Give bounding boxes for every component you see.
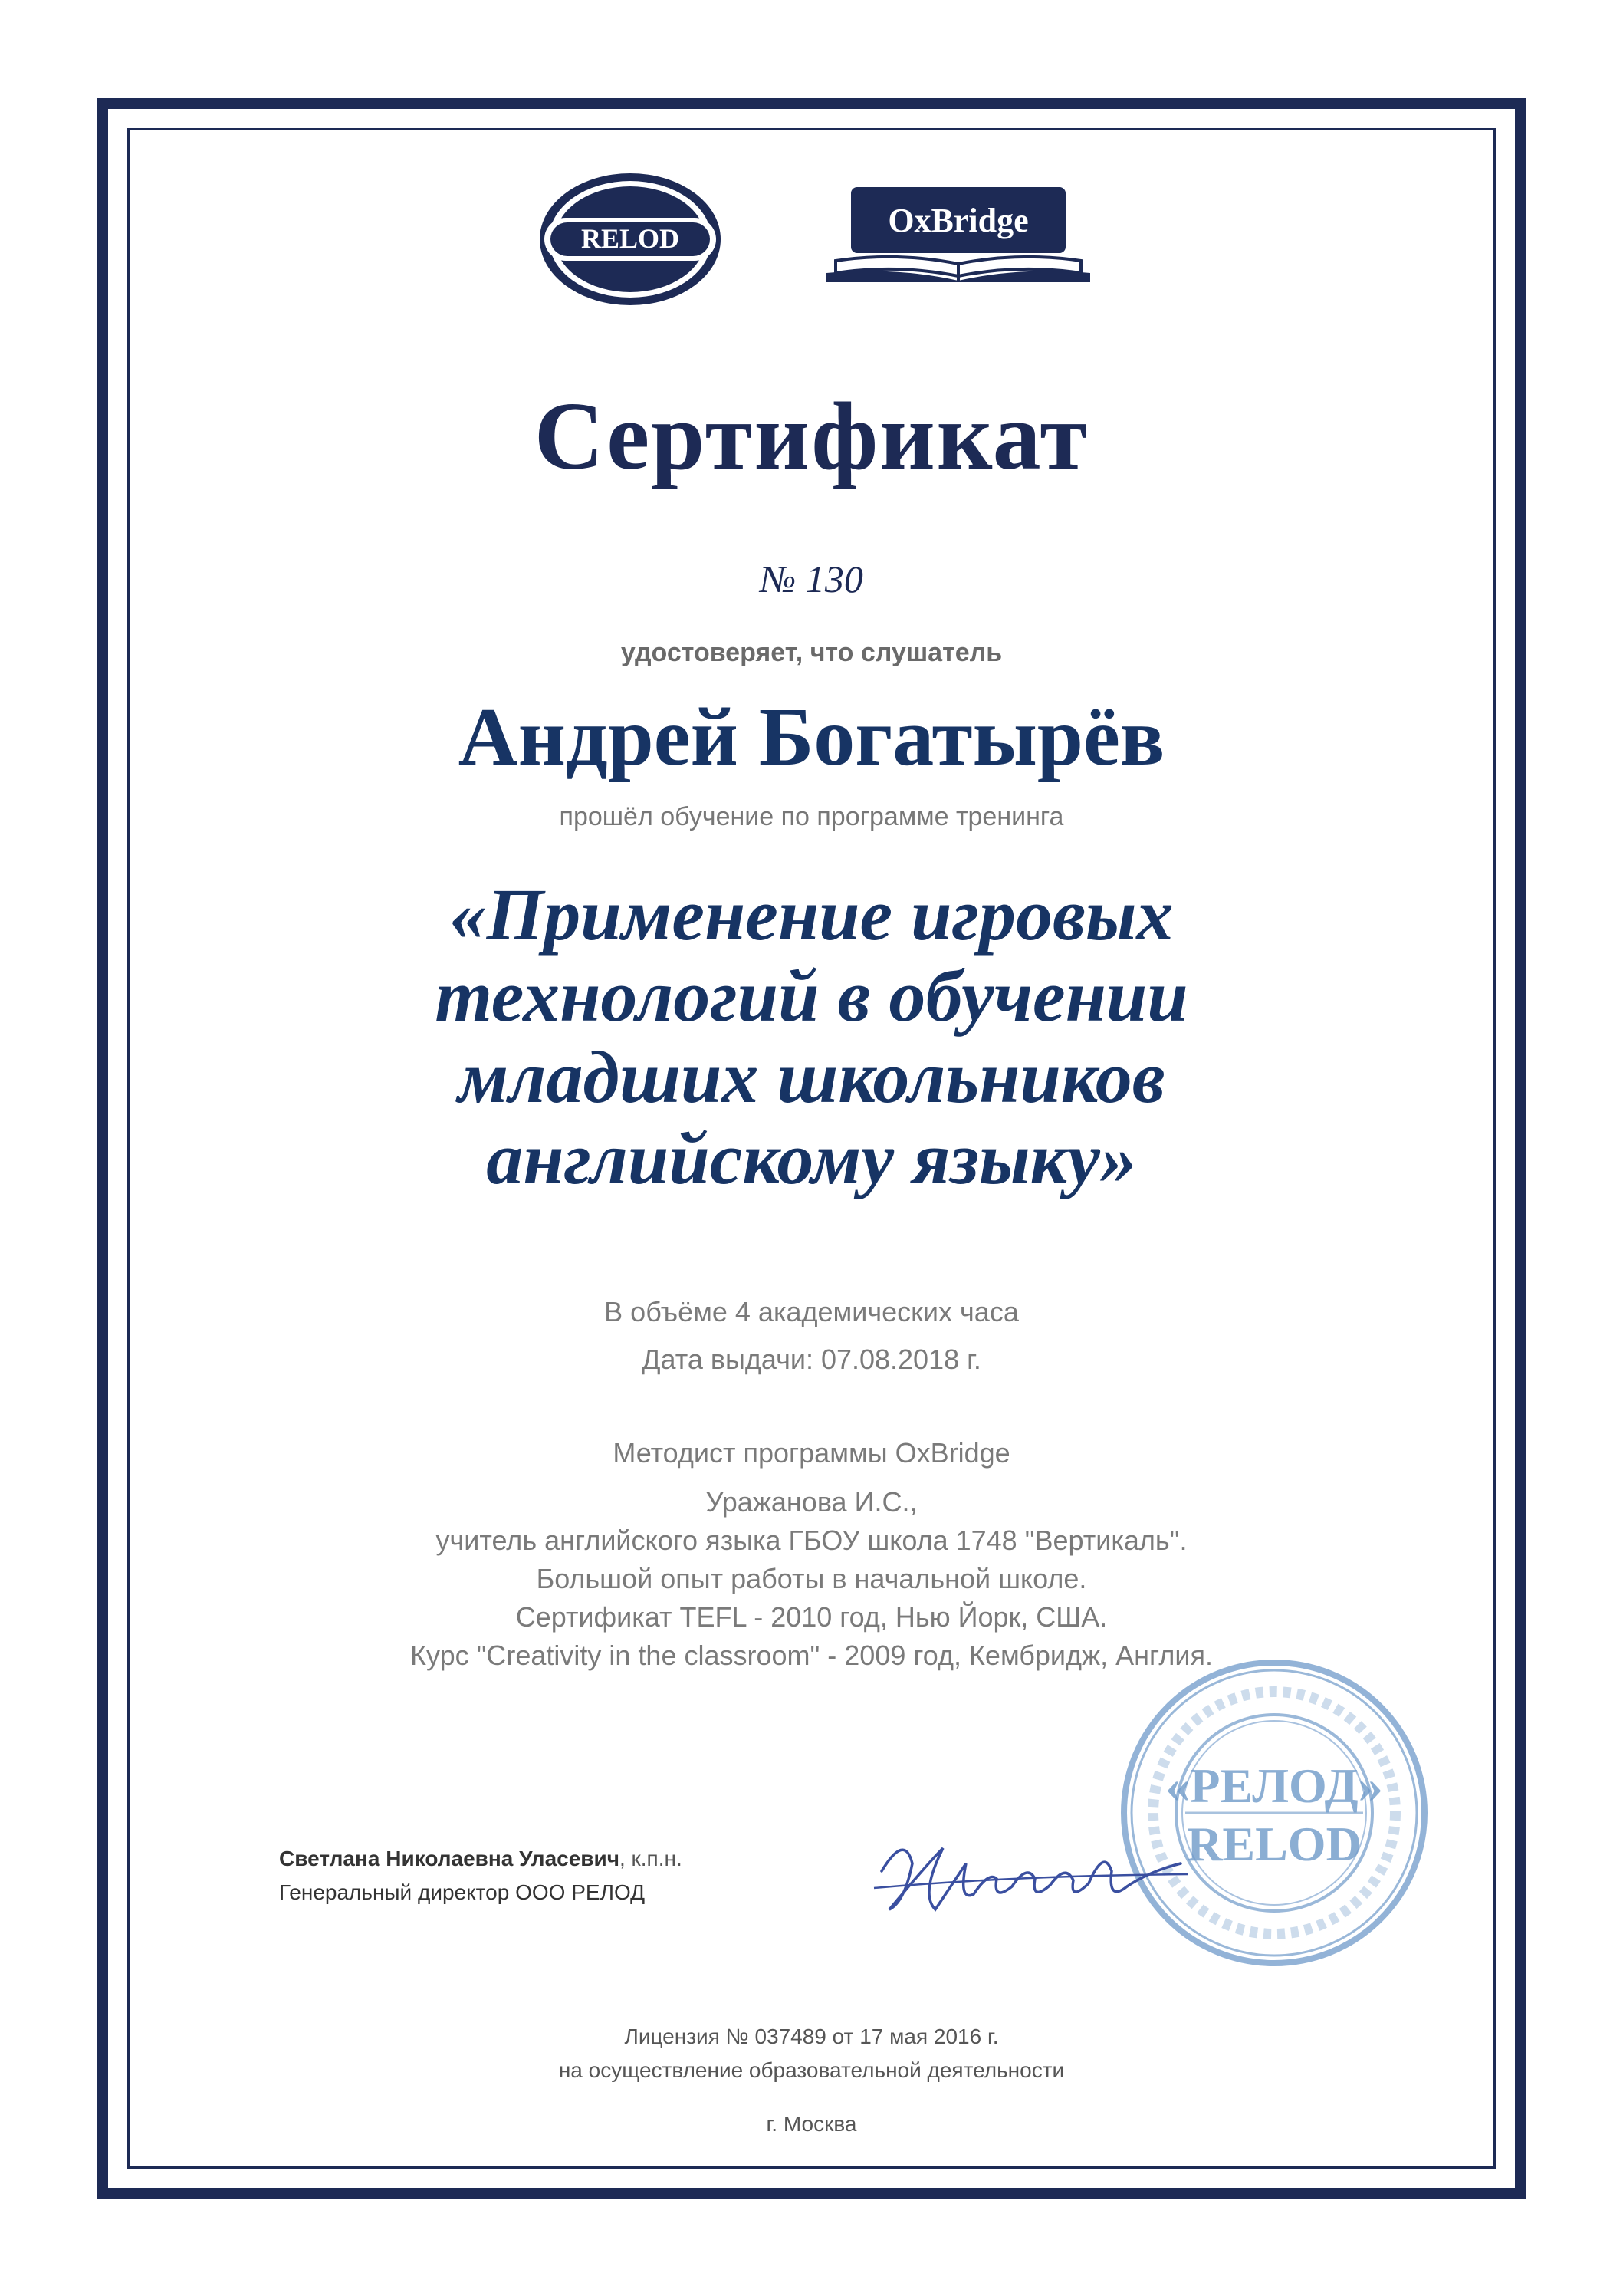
- completed-text: прошёл обучение по программе тренинга: [559, 802, 1064, 831]
- certificate-title: Сертификат: [534, 383, 1089, 490]
- methodist-line: учитель английского языка ГБОУ школа 1748 "Вертикаль".: [435, 1525, 1188, 1556]
- license-text: [0, 2020, 1623, 2087]
- program-line: технологий в обучении: [435, 955, 1188, 1037]
- recipient-name: Андрей Богатырёв: [458, 692, 1165, 783]
- director-block: [279, 1842, 682, 1909]
- relod-logo: [537, 170, 724, 308]
- license-line: на осуществление образовательной деятельности: [558, 2058, 1065, 2082]
- city-text: г. Москва: [766, 2112, 857, 2136]
- license-line: Лицензия № 037489 от 17 мая 2016 г.: [624, 2025, 999, 2048]
- methodist-line: Уражанова И.С.,: [705, 1486, 918, 1518]
- methodist-line: Курс "Creativity in the classroom" - 2009 год, Кембридж, Англия.: [410, 1640, 1213, 1671]
- program-line: английскому языку»: [486, 1117, 1137, 1199]
- relod-logo-text: RELOD: [580, 223, 680, 254]
- hours-text: В объёме 4 академических часа: [604, 1296, 1019, 1327]
- certifies-text: удостоверяет, что слушатель: [620, 638, 1003, 667]
- director-position: Генеральный директор ООО РЕЛОД: [279, 1880, 646, 1904]
- director-degree: , к.п.н.: [619, 1847, 682, 1870]
- oxbridge-logo-text: OxBridge: [888, 202, 1029, 239]
- director-signature: [859, 1817, 1196, 1925]
- program-title: [0, 874, 1623, 1199]
- program-line: младших школьников: [458, 1036, 1165, 1118]
- methodist-line: Сертификат TEFL - 2010 год, Нью Йорк, США.: [515, 1601, 1108, 1633]
- stamp-text-bottom: RELOD: [1187, 1817, 1362, 1871]
- methodist-heading: Методист программы OxBridge: [613, 1437, 1010, 1469]
- certificate-number: № 130: [760, 558, 863, 600]
- program-line: «Применение игровых: [449, 873, 1174, 956]
- director-name: Светлана Николаевна Уласевич: [279, 1847, 619, 1870]
- issue-date: Дата выдачи: 07.08.2018 г.: [642, 1344, 981, 1375]
- methodist-bio: [0, 1483, 1623, 1675]
- company-stamp: [1113, 1652, 1435, 1974]
- stamp-text-top: «РЕЛОД»: [1165, 1758, 1383, 1813]
- methodist-line: Большой опыт работы в начальной школе.: [536, 1563, 1087, 1594]
- oxbridge-logo: [820, 187, 1096, 288]
